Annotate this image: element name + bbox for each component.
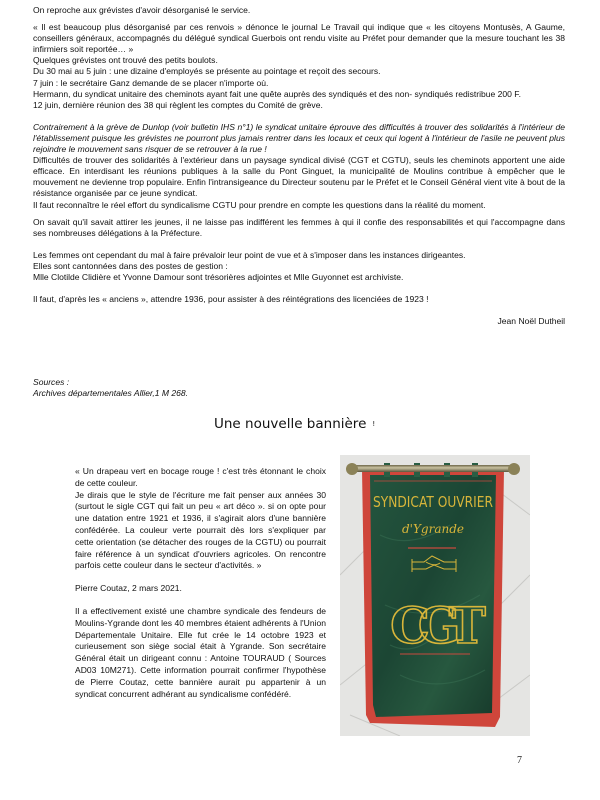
section-title (214, 416, 375, 432)
sources-block (33, 377, 333, 399)
quote-opening: « Un drapeau vert en bocage rouge ! c'est très étonnant le choix de cette couleur. (75, 466, 326, 488)
banner-rod (354, 465, 512, 472)
history-paragraph: Il a effectivement existé une chambre syndicale des fendeurs de Moulins-Ygrande dont les 40 membres étaient adhérents à l'Union Départementale Unitaire. Elle fut crée le 14 octobre 1923 et curieusement son siège social était à Ygrande. Son secrétaire Général était un dirigeant connu : Antoine TOURAUD ( Sources AD03 10M271). Cette information pourrait confirmer l'hypothèse de Pierre Coutaz, cette bannière aurait pu appartenir à un syndicat concurrent adhérant au syndicalisme confédéré. (75, 605, 326, 699)
cgt-monogram: CGT (390, 596, 474, 655)
banner-text-line1: SYNDICAT OUVRIER (373, 493, 493, 511)
paragraph: On reproche aux grévistes d'avoir désorganisé le service. (33, 5, 251, 15)
paragraph: Les femmes ont cependant du mal à faire prévaloir leur point de vue et à s'imposer dans les instances dirigeantes. (33, 249, 466, 260)
banner-illustration (340, 455, 530, 736)
paragraph: 12 juin, dernière réunion des 38 qui règlent les comptes du Comité de grève. (33, 99, 323, 110)
section-title-mark: ! (372, 420, 376, 428)
quote-body: Je dirais que le style de l'écriture me fait penser aux années 30 (surtout le sigle CGT qui fait un peu « art déco ». si on opte pour une datation entre 1921 et 1936, il s'agirait alors d'une bannière confédérée. La couleur verte pourrait dès lors s'expliquer par cette orientation (se détacher des rouges de la CGTU) ou pourrait faire référence à un syndicat d'ouvriers agricoles. On rencontre parfois cette couleur dans le secteur d'activités. » (75, 489, 326, 571)
banner-text-line2: d'Ygrande (402, 522, 464, 536)
banner-photo (340, 455, 530, 736)
rod-finial-right (508, 463, 520, 475)
article-body (33, 5, 565, 327)
paragraph: 7 juin : le secrétaire Ganz demande de se placer n'importe où. (33, 77, 269, 88)
paragraph: On savait qu'il savait attirer les jeunes, il ne laisse pas indifférent les femmes à qui il confie des responsabilités et qui l'accompagne dans ses nombreuses délégations à la Préfecture. (33, 216, 565, 238)
section-title-text: Une nouvelle bannière (214, 416, 367, 432)
rod-finial-left (346, 463, 358, 475)
sources-reference: Archives départementales Allier,1 M 268. (33, 388, 189, 399)
paragraph: Mlle Clotilde Clidière et Yvonne Damour sont trésorières adjointes et Mlle Guyonnet est archiviste. (33, 271, 404, 282)
paragraph: « Il est beaucoup plus désorganisé par ces renvois » dénonce le journal Le Travail qui indique que « les citoyens Montusès, A Gaume, conseillers généraux, accompagnés du délégué syndical Guerbois ont rendu visite au Préfet pour demander que la mesure touchant les 38 infirmiers soit reportée… » (33, 22, 565, 55)
paragraph: Il faut reconnaître le réel effort du syndicalisme CGTU pour prendre en compte les questions dans la réalité du moment. (33, 199, 486, 210)
paragraph: Elles sont cantonnées dans des postes de gestion : (33, 260, 228, 271)
quote-author: Pierre Coutaz, 2 mars 2021. (75, 583, 182, 594)
paragraph: Du 30 mai au 5 juin : une dizaine d'employés se présente au pointage et reçoit des secours. (33, 66, 381, 77)
page-number: 7 (517, 755, 522, 766)
paragraph: Il faut, d'après les « anciens », attendre 1936, pour assister à des réintégrations des licenciées de 1923 ! (33, 294, 429, 305)
paragraph: Hermann, du syndicat unitaire des cheminots ayant fait une quête auprès des syndiqués et des non- syndiqués redistribue 200 F. (33, 88, 521, 99)
author-signature: Jean Noël Dutheil (497, 316, 565, 327)
banner-text-column (75, 466, 326, 700)
paragraph: Difficultés de trouver des solidarités à l'extérieur dans un paysage syndical divisé (CGT et CGTU), seuls les cheminots apportent une aide efficace. En interdisant les réunions publiques à la salle du Pont Ginguet, la municipalité de Moulins contribue à empêcher que le mouvement ne devienne trop populaire. Enfin l'intransigeance du Directeur soutenu par le Préfet et le Conseil Général vient vite à bout de la résistance organisée par ce jeune syndicat. (33, 155, 565, 199)
italic-paragraph: Contrairement à la grève de Dunlop (voir bulletin IHS n°1) le syndicat unitaire éprouve des difficultés à trouver des solidarités à l'intérieur de l'établissement puisque les grévistes ne pourront plus jamais rentrer dans les locaux et ceux qui logent à l'intérieur de l'asile ne peuvent plus rejoindre le mouvement sans risquer de se retrouver à la rue ! (33, 121, 565, 155)
paragraph: Quelques grévistes ont trouvé des petits boulots. (33, 55, 218, 66)
sources-label: Sources : (33, 377, 70, 387)
